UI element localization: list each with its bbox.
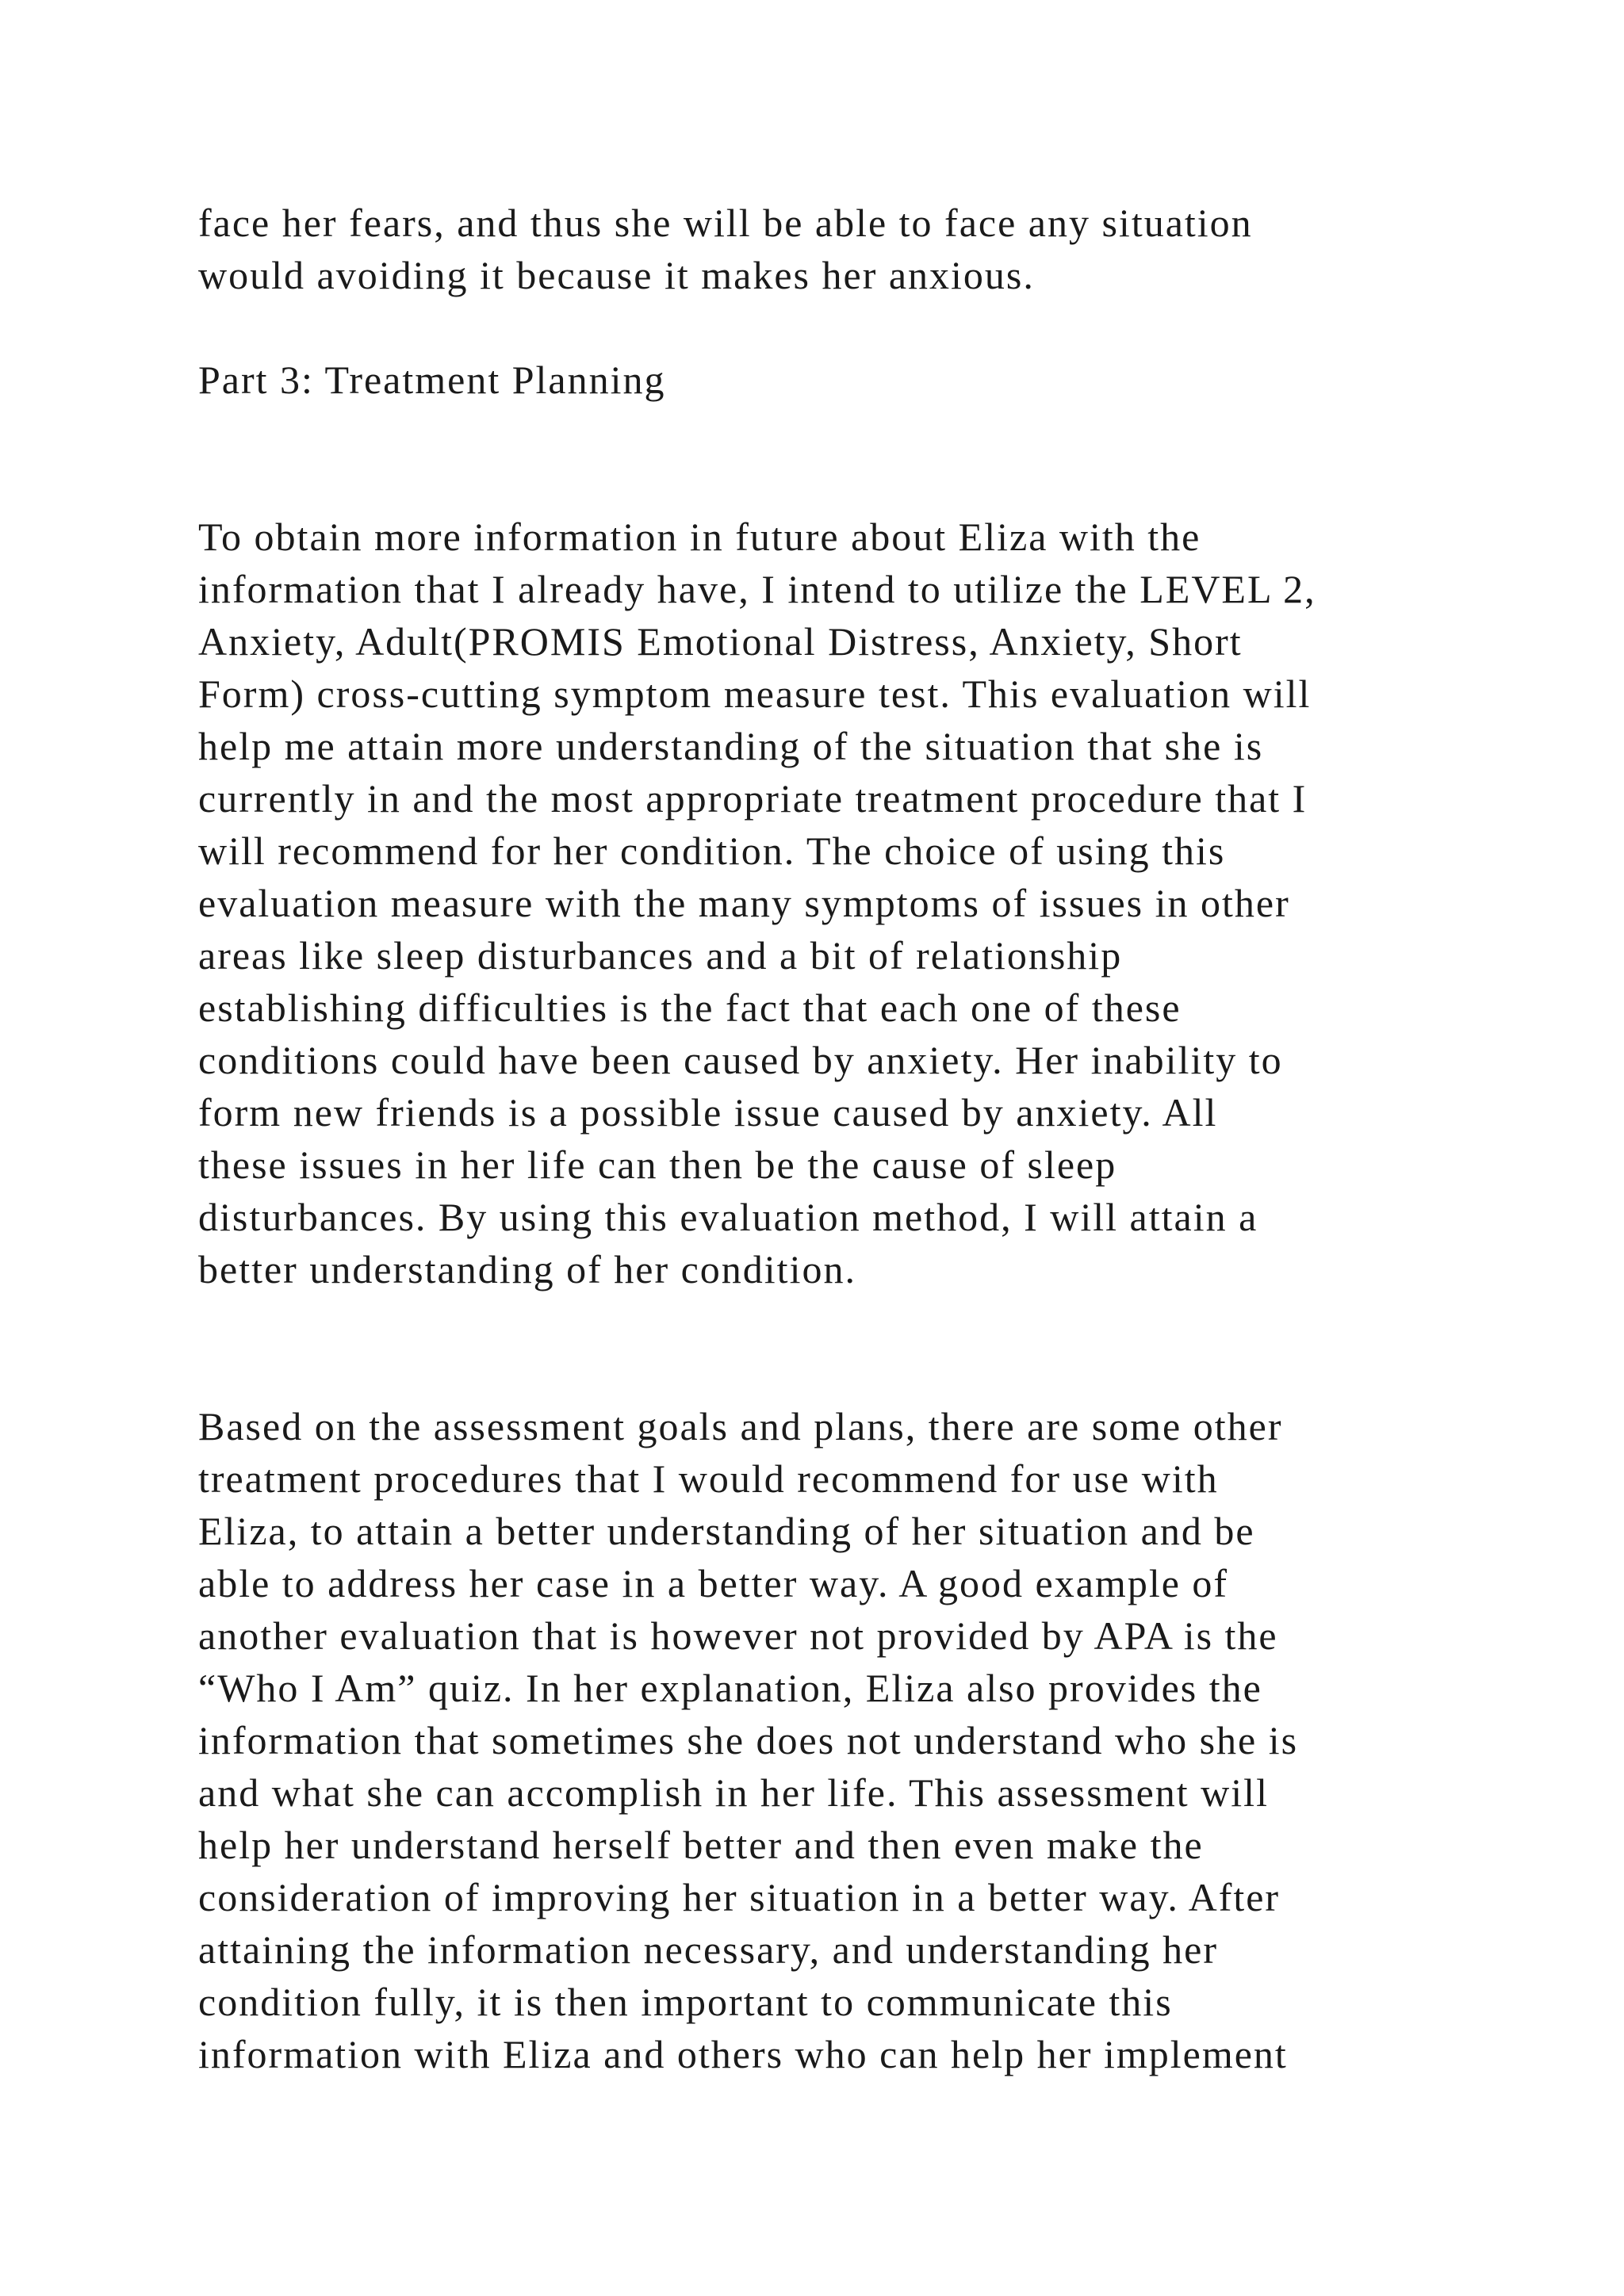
text-line: Based on the assessment goals and plans, there are some other [198, 1404, 1283, 1448]
text-line: face her fears, and thus she will be able to face any situation [198, 201, 1253, 245]
paragraph-treatment [198, 1400, 1483, 2080]
text-line: another evaluation that is however not provided by APA is the [198, 1613, 1278, 1658]
text-line: consideration of improving her situation in a better way. After [198, 1875, 1281, 1919]
text-line: these issues in her life can then be the cause of sleep [198, 1142, 1117, 1187]
text-line: areas like sleep disturbances and a bit of relationship [198, 933, 1123, 978]
text-line: form new friends is a possible issue caused by anxiety. All [198, 1090, 1218, 1135]
text-line: Anxiety, Adult(PROMIS Emotional Distress, Anxiety, Short [198, 619, 1243, 664]
text-line: help her understand herself better and then even make the [198, 1823, 1204, 1867]
text-line: currently in and the most appropriate treatment procedure that I [198, 776, 1308, 821]
text-line: To obtain more information in future about Eliza with the [198, 515, 1201, 559]
text-line: help me attain more understanding of the situation that she is [198, 724, 1264, 768]
text-line: able to address her case in a better way. A good example of [198, 1561, 1229, 1605]
text-line: would avoiding it because it makes her anxious. [198, 253, 1035, 297]
text-line: establishing difficulties is the fact that each one of these [198, 985, 1182, 1030]
text-line: disturbances. By using this evaluation method, I will attain a [198, 1195, 1258, 1239]
text-line: information that I already have, I intend to utilize the LEVEL 2, [198, 567, 1316, 611]
text-line: “Who I Am” quiz. In her explanation, Eliza also provides the [198, 1666, 1262, 1710]
text-line: information that sometimes she does not understand who she is [198, 1718, 1299, 1762]
text-line: better understanding of her condition. [198, 1247, 856, 1292]
section-heading: Part 3: Treatment Planning [198, 358, 666, 402]
text-line: condition fully, it is then important to communicate this [198, 1980, 1173, 2024]
text-line: information with Eliza and others who can help her implement [198, 2032, 1288, 2076]
text-line: treatment procedures that I would recommend for use with [198, 1456, 1219, 1501]
document-body [198, 197, 1483, 2080]
text-line: Form) cross-cutting symptom measure test. This evaluation will [198, 672, 1312, 716]
text-line: conditions could have been caused by anxiety. Her inability to [198, 1038, 1283, 1082]
intro-paragraph [198, 197, 1483, 301]
text-line: evaluation measure with the many symptoms of issues in other [198, 881, 1290, 925]
text-line: Eliza, to attain a better understanding of her situation and be [198, 1509, 1255, 1553]
text-line: will recommend for her condition. The choice of using this [198, 828, 1226, 873]
text-line: attaining the information necessary, and understanding her [198, 1927, 1218, 1972]
text-line: and what she can accomplish in her life. This assessment will [198, 1770, 1269, 1815]
paragraph-assessment [198, 511, 1483, 1295]
